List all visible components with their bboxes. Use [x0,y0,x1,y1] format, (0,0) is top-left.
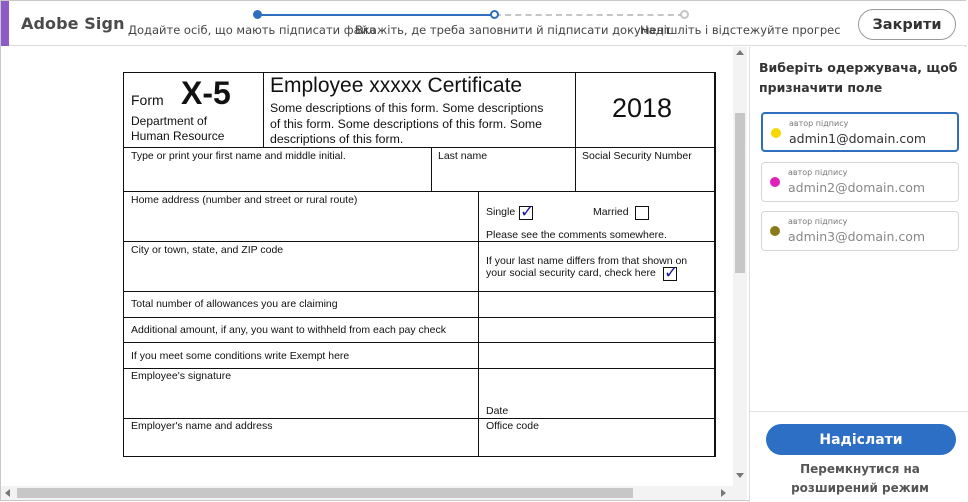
employee-signature-field[interactable] [123,368,479,419]
last-name-differs-check-mark: ✓ [664,263,679,283]
recipient-role: автор підпису [788,217,848,226]
allowances-field[interactable] [478,291,716,318]
single-check-mark: ✓ [520,202,535,222]
recipient-email: admin3@domain.com [788,229,926,244]
recipient-role: автор підпису [789,119,849,128]
step-2-dot [490,10,499,19]
first-name-label: Type or print your first name and middle initial. [131,150,346,162]
last-name-differs-cell [478,241,716,292]
form-description-2: of this form. Some descriptions of this form. Some [270,117,542,131]
recipient-email: admin1@domain.com [789,131,927,146]
recipient-color-dot [770,177,780,187]
form-description-1: Some descriptions of this form. Some descriptions [270,101,544,115]
recipient-option-2[interactable] [761,162,959,202]
brand-logo: Adobe Sign [21,14,125,33]
form-year-cell [575,72,716,148]
step-3-dot [680,10,689,19]
form-title-cell [263,72,576,148]
last-name-differs-checkbox[interactable] [663,263,679,283]
ssn-field[interactable] [575,147,716,192]
last-name-field[interactable] [431,147,576,192]
employer-field[interactable] [123,418,479,457]
exempt-label-cell [123,342,479,369]
step-3-label[interactable]: Надішліть і відстежуйте прогрес [640,23,841,37]
exempt-label: If you meet some conditions write Exempt here [131,350,350,362]
employee-certificate-form [123,72,715,457]
exempt-field[interactable] [478,342,716,369]
document-viewer[interactable] [9,47,733,486]
department-line-1: Department of [131,114,208,128]
form-number: X-5 [181,75,231,111]
progress-line-pending [495,14,684,16]
document-horizontal-scrollbar[interactable] [1,486,747,500]
form-year: 2018 [612,93,673,123]
home-address-field[interactable] [123,191,479,242]
allowances-label-cell [123,291,479,318]
step-2-label[interactable]: Вкажіть, де треба заповнити й підписати документ [355,23,671,37]
header [1,1,967,46]
single-label: Single [486,206,516,218]
scroll-right-arrow-icon[interactable] [721,489,726,497]
accent-bar [1,1,9,46]
recipient-option-3[interactable] [761,211,959,251]
form-number-cell [123,72,264,148]
additional-amount-field[interactable] [478,317,716,343]
form-description-3: descriptions of this form. [270,132,404,146]
ssn-label: Social Security Number [582,150,692,162]
recipient-role: автор підпису [788,168,848,177]
form-title: Employee xxxxx Certificate [270,74,523,97]
step-1-dot [253,10,262,19]
close-button[interactable]: Закрити [858,9,956,40]
additional-amount-label: Additional amount, if any, you want to withheld from each pay check [131,324,446,336]
panel-title: Виберіть одержувача, щоб призначити поле [759,60,958,95]
city-label: City or town, state, and ZIP code [131,244,284,256]
additional-amount-label-cell [123,317,479,343]
marital-status-cell [478,191,716,242]
first-name-field[interactable] [123,147,432,192]
switch-to-advanced-mode-link[interactable]: Перемкнутися на розширений режим [791,462,929,495]
scroll-up-arrow-icon[interactable] [736,50,744,55]
home-address-label: Home address (number and street or rural route) [131,194,358,206]
married-checkbox[interactable] [635,206,649,220]
vertical-scroll-thumb[interactable] [735,113,745,273]
document-vertical-scrollbar[interactable] [733,47,747,487]
recipient-option-1[interactable] [761,112,959,152]
office-code-field[interactable] [478,418,716,457]
step-1-label[interactable]: Додайте осіб, що мають підписати файл [128,23,376,37]
married-label: Married [593,206,629,218]
recipient-email: admin2@domain.com [788,180,926,195]
last-name-differs-line-2: your social security card, check here [486,267,656,279]
employer-label: Employer's name and address [131,420,273,432]
progress-line-done [257,14,495,16]
send-button[interactable]: Надіслати [766,424,956,455]
allowances-label: Total number of allowances you are claiming [131,298,338,310]
employee-signature-label: Employee's signature [131,370,232,382]
scroll-down-arrow-icon[interactable] [736,473,744,478]
comments-note: Please see the comments somewhere. [486,229,667,241]
recipient-color-dot [770,226,780,236]
recipient-color-dot [771,128,781,138]
department-line-2: Human Resource [131,129,225,143]
form-word: Form [131,92,164,108]
panel-divider [750,411,968,412]
horizontal-scroll-thumb[interactable] [17,488,633,498]
date-label: Date [486,405,509,417]
city-field[interactable] [123,241,479,292]
last-name-label: Last name [438,150,488,162]
single-checkbox[interactable] [519,202,535,222]
office-code-label: Office code [486,420,539,432]
date-field[interactable] [478,368,716,419]
last-name-differs-line-1: If your last name differs from that shown on [486,255,688,267]
recipient-panel [749,47,967,502]
scroll-left-arrow-icon[interactable] [5,489,10,497]
